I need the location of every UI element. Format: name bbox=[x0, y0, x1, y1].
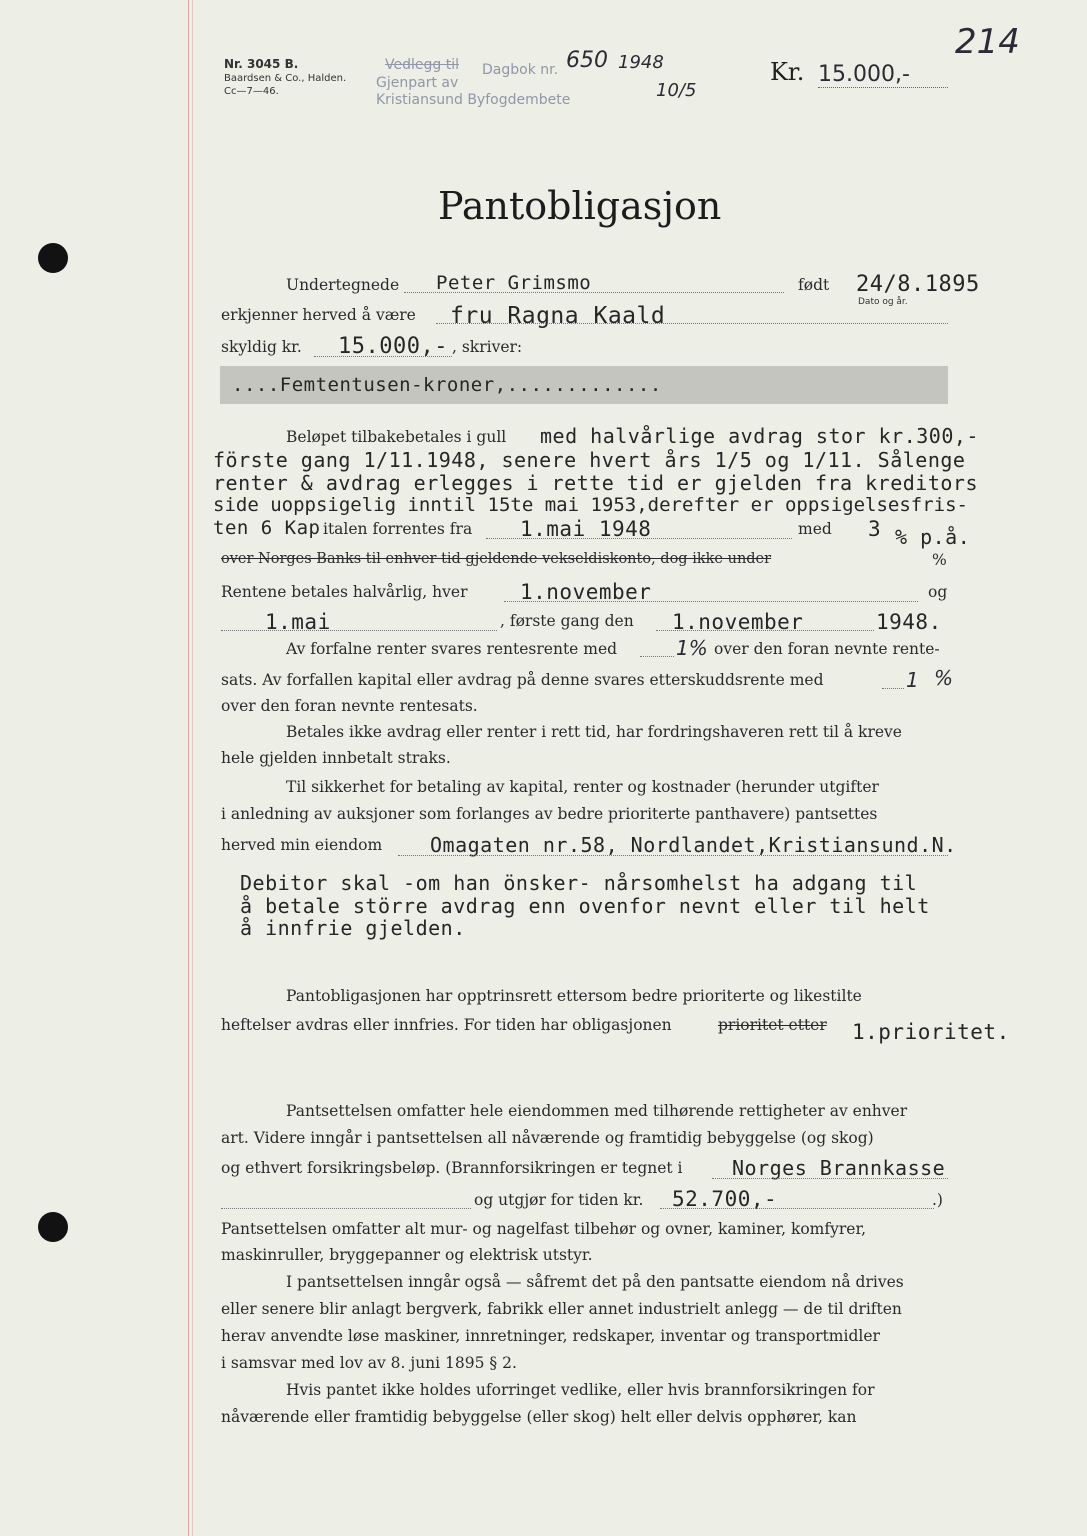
page-number: 214 bbox=[955, 22, 1020, 62]
debtor-note-1: Debitor skal -om han önsker- nårsomhelst ha adgang til bbox=[240, 871, 918, 895]
punch-hole-bottom bbox=[38, 1212, 68, 1242]
interest-dots bbox=[486, 538, 792, 539]
upkeep-line-2: nåværende eller framtidig bebyggelse (eller skog) helt eller delvis opphører, kan bbox=[221, 1408, 857, 1426]
property-address: Omagaten nr.58, Nordlandet,Kristiansund.N. bbox=[430, 833, 957, 857]
kr-label: Kr. bbox=[770, 58, 805, 86]
print-code: Cc—7—46. bbox=[224, 86, 279, 97]
industry-line-1: I pantsettelsen inngår også — såfremt det på den pantsatte eiendom nå drives bbox=[286, 1273, 904, 1291]
interest-from-date: 1.mai 1948 bbox=[520, 517, 652, 541]
sats-text: sats. Av forfallen kapital eller avdrag på denne svares etterskuddsrente med bbox=[221, 671, 824, 689]
overdue-rate: 1% bbox=[676, 636, 708, 660]
owing-label: skyldig kr. bbox=[221, 338, 302, 356]
stamp-office: Kristiansund Byfogdembete bbox=[376, 92, 571, 108]
struck-pct: % bbox=[932, 551, 947, 569]
insurer-name: Norges Brannkasse bbox=[732, 1156, 946, 1180]
dagbok-year: 1948 bbox=[618, 52, 664, 73]
security-line-2: i anledning av auksjoner som forlanges av bedre prioriterte panthavere) pantsettes bbox=[221, 805, 878, 823]
interest-and-label: og bbox=[928, 583, 948, 601]
fixtures-line-1: Pantsettelsen omfatter alt mur- og nagelfast tilbehør og ovner, kaminer, komfyrer, bbox=[221, 1220, 867, 1238]
interest-pct: % p.å. bbox=[895, 525, 971, 549]
over-rate-text: over den foran nevnte rentesats. bbox=[221, 697, 478, 715]
debtor-name: Peter Grimsmo bbox=[436, 272, 592, 294]
acknowledge-label: erkjenner herved å være bbox=[221, 306, 416, 324]
creditor-dots bbox=[436, 323, 948, 324]
interest-from-label: italen forrentes fra bbox=[323, 520, 473, 538]
interest-paid-label: Rentene betales halvårlig, hver bbox=[221, 583, 468, 601]
born-hint: Dato og år. bbox=[858, 297, 908, 307]
default-line-2: hele gjelden innbetalt straks. bbox=[221, 749, 451, 767]
margin-rule bbox=[188, 0, 189, 1536]
amount-words: ....Femtentusen-kroner,............. bbox=[232, 374, 662, 396]
creditor-name: fru Ragna Kaald bbox=[450, 303, 666, 329]
undersigned-label: Undertegnede bbox=[286, 276, 400, 294]
debtor-note-2: å betale större avdrag enn ovenfor nevnt eller til helt bbox=[240, 894, 930, 918]
first-year: 1948. bbox=[876, 610, 942, 634]
owing-amount: 15.000,- bbox=[338, 334, 448, 359]
insured-dots bbox=[660, 1208, 934, 1209]
sats-dots bbox=[882, 688, 904, 689]
sats-pct: % bbox=[934, 666, 954, 690]
sats-rate: 1 bbox=[906, 668, 919, 692]
interest-date-1-dots bbox=[504, 601, 918, 602]
writes-label: , skriver: bbox=[452, 338, 523, 356]
debtor-note-3: å innfrie gjelden. bbox=[240, 916, 466, 940]
scope-line-4: og utgjør for tiden kr. bbox=[474, 1191, 644, 1209]
struck-discount-line: over Norges Banks til enhver tid gjeldende vekseldiskonto, dog ikke under bbox=[221, 551, 772, 567]
dagbok-number: 650 bbox=[566, 48, 608, 73]
born-date: 24/8.1895 bbox=[856, 272, 980, 297]
interest-date-1: 1.november bbox=[520, 580, 652, 604]
repayment-typed-2: förste gang 1/11.1948, senere hvert års 1/5 og 1/11. Sålenge bbox=[213, 448, 966, 472]
industry-line-4: i samsvar med lov av 8. juni 1895 § 2. bbox=[221, 1354, 517, 1372]
first-date-dots bbox=[656, 630, 874, 631]
debtor-dots bbox=[404, 292, 784, 293]
dagbok-date: 10/5 bbox=[656, 80, 697, 101]
stamp-gjenpart: Gjenpart av bbox=[376, 75, 459, 91]
scope-line-4-tail: .) bbox=[932, 1191, 943, 1209]
priority-value: 1.prioritet. bbox=[852, 1020, 1010, 1044]
form-number: Nr. 3045 B. bbox=[224, 57, 299, 71]
interest-rate: 3 bbox=[868, 517, 882, 541]
stamp-vedlegg: Vedlegg til bbox=[385, 57, 459, 73]
first-date: 1.november bbox=[672, 610, 804, 634]
fixtures-line-2: maskinruller, bryggepanner og elektrisk utstyr. bbox=[221, 1246, 593, 1264]
owing-dots bbox=[314, 356, 452, 357]
with-label: med bbox=[798, 520, 832, 538]
interest-date-2: 1.mai bbox=[265, 610, 331, 634]
industry-line-2: eller senere blir anlagt bergverk, fabrikk eller annet industrielt anlegg — de til driften bbox=[221, 1300, 902, 1318]
scope-line-1: Pantsettelsen omfatter hele eiendommen med tilhørende rettigheter av enhver bbox=[286, 1102, 908, 1120]
priority-line-2: heftelser avdras eller innfries. For tiden har obligasjonen bbox=[221, 1016, 672, 1034]
margin-rule-inner bbox=[192, 0, 193, 1536]
repayment-typed-5: ten 6 Kap bbox=[213, 517, 321, 539]
priority-struck: prioritet etter bbox=[718, 1016, 827, 1034]
insurer-dots bbox=[712, 1178, 948, 1179]
default-line-1: Betales ikke avdrag eller renter i rett tid, har fordringshaveren rett til å kreve bbox=[286, 723, 902, 741]
interest-date-2-dots bbox=[221, 630, 497, 631]
repayment-typed-3: renter & avdrag erlegges i rette tid er gjelden fra kreditors bbox=[213, 471, 979, 495]
industry-line-3: herav anvendte løse maskiner, innretninger, redskaper, inventar og transportmidler bbox=[221, 1327, 880, 1345]
scope-line-3: og ethvert forsikringsbeløp. (Brannforsikringen er tegnet i bbox=[221, 1159, 683, 1177]
security-line-1: Til sikkerhet for betaling av kapital, renter og kostnader (herunder utgifter bbox=[286, 778, 879, 796]
property-dots bbox=[398, 855, 948, 856]
insured-amount: 52.700,- bbox=[672, 1187, 778, 1211]
first-time-label: , første gang den bbox=[500, 612, 634, 630]
repayment-typed-4: side uoppsigelig inntil 15te mai 1953,derefter er oppsigelsesfris- bbox=[213, 494, 968, 516]
printer-name: Baardsen & Co., Halden. bbox=[224, 73, 347, 84]
insured-lead-dots bbox=[221, 1208, 471, 1209]
born-label: født bbox=[798, 276, 830, 294]
stamp-dagbok: Dagbok nr. bbox=[482, 62, 559, 78]
overdue-dots bbox=[640, 656, 674, 657]
priority-line-1: Pantobligasjonen har opptrinsrett ettersom bedre prioriterte og likestilte bbox=[286, 987, 862, 1005]
upkeep-line-1: Hvis pantet ikke holdes uforringet vedlike, eller hvis brannforsikringen for bbox=[286, 1381, 875, 1399]
scope-line-2: art. Videre inngår i pantsettelsen all nåværende og framtidig bebyggelse (og skog) bbox=[221, 1129, 874, 1147]
kr-amount: 15.000,- bbox=[818, 62, 948, 88]
repayment-typed-1: med halvårlige avdrag stor kr.300,- bbox=[540, 424, 979, 448]
security-line-3: herved min eiendom bbox=[221, 836, 383, 854]
repayment-intro: Beløpet tilbakebetales i gull bbox=[286, 428, 507, 446]
punch-hole-top bbox=[38, 243, 68, 273]
document-title: Pantobligasjon bbox=[438, 184, 722, 228]
overdue-tail: over den foran nevnte rente- bbox=[714, 640, 940, 658]
overdue-label: Av forfalne renter svares rentesrente med bbox=[286, 640, 618, 658]
